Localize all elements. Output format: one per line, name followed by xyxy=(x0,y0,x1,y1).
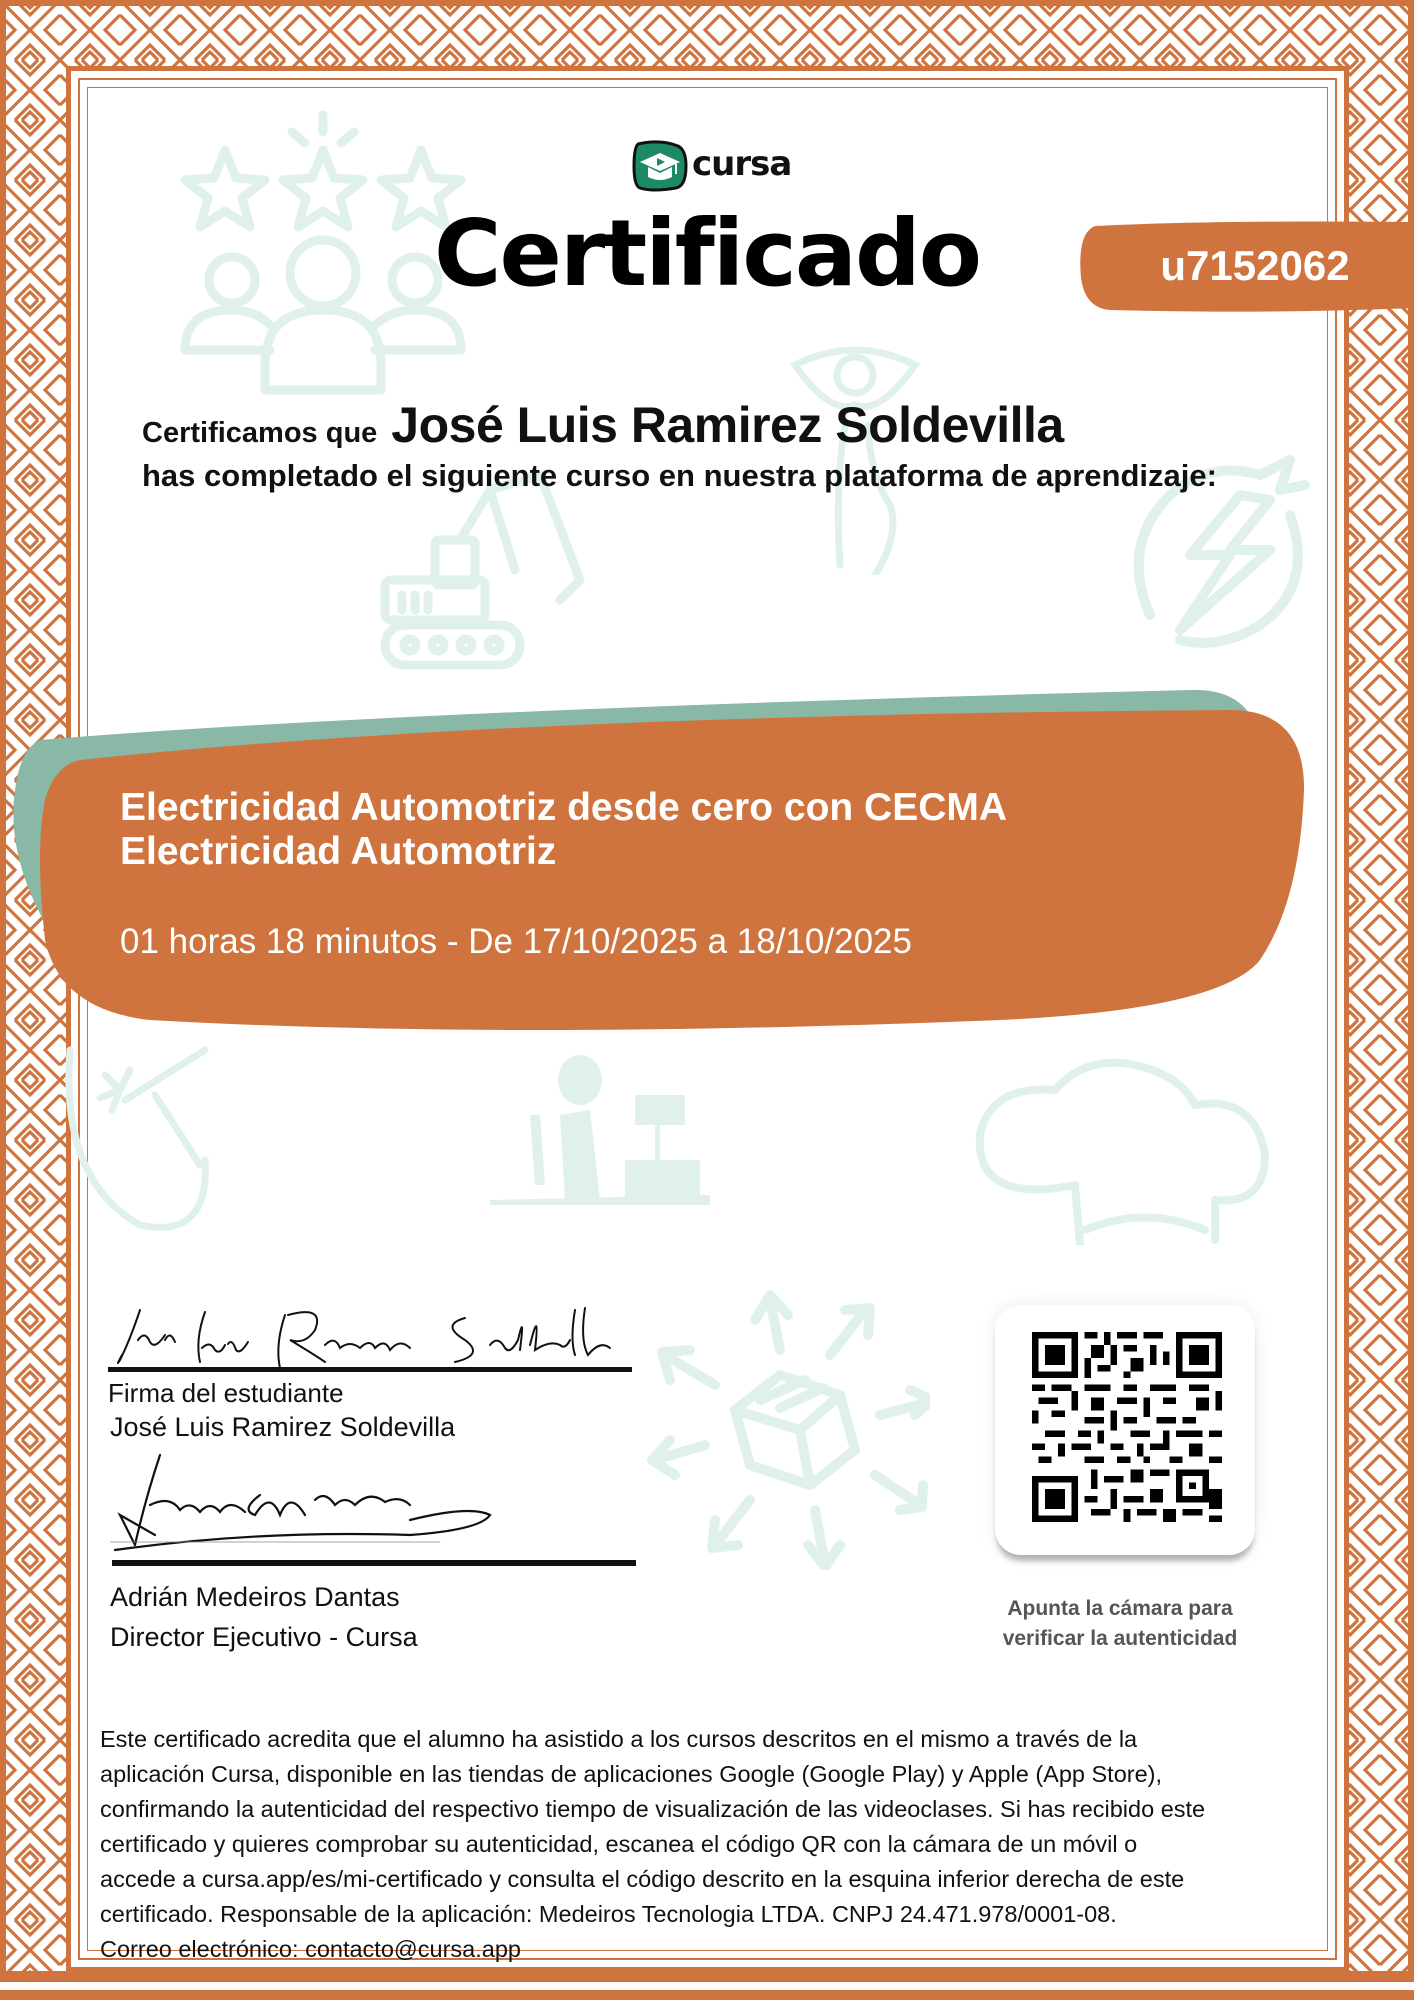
footer-line: certificado. Responsable de la aplicación: Medeiros Tecnologia LTDA. CNPJ 24.471.978/0001-08. xyxy=(100,1901,1117,1927)
student-signature xyxy=(110,1300,630,1370)
footer-line: aplicación Cursa, disponible en las tiendas de aplicaciones Google (Google Play) y Apple (App Store), xyxy=(100,1761,1163,1787)
hat-figure-icon xyxy=(790,335,920,575)
certify-line xyxy=(142,396,1064,454)
footer-line: confirmando la autenticidad del respectivo tiempo de visualización de las videoclases. Si has recibido este xyxy=(100,1796,1206,1822)
certificate-code: u7152062 xyxy=(1160,242,1350,289)
signature-line xyxy=(108,1367,632,1372)
student-name: José Luis Ramirez Soldevilla xyxy=(110,1412,456,1442)
director-name: Adrián Medeiros Dantas xyxy=(110,1582,400,1612)
footer-line: accede a cursa.app/es/mi-certificado y consulta el código descrito en la esquina inferior derecha de este xyxy=(100,1866,1185,1892)
chef-hat-icon xyxy=(965,1055,1275,1245)
excavator-icon xyxy=(380,470,590,670)
completed-statement: has completado el siguiente curso en nuestra plataforma de aprendizaje: xyxy=(142,458,1217,493)
graduation-cap-play-icon xyxy=(632,140,688,192)
box-distribution-icon xyxy=(640,1280,930,1570)
logo-text: cursa xyxy=(692,144,792,184)
certify-prefix: Certificamos que xyxy=(142,417,378,449)
student-signature-label: Firma del estudiante xyxy=(108,1378,344,1408)
signature-line xyxy=(112,1560,636,1566)
qr-caption xyxy=(980,1594,1260,1654)
director-role: Director Ejecutivo - Cursa xyxy=(110,1622,418,1652)
footer-line: certificado y quieres comprobar su autenticidad, escanea el código QR con la cámara de un móvil o xyxy=(100,1831,1138,1857)
course-title-line2: Electricidad Automotriz xyxy=(120,830,557,873)
border-band xyxy=(0,1974,1414,1982)
footer-line: Correo electrónico: contacto@cursa.app xyxy=(100,1936,521,1962)
course-duration-dates: 01 horas 18 minutos - De 17/10/2025 a 18/10/2025 xyxy=(120,922,912,961)
footer-legal-text xyxy=(100,1722,1330,1967)
qr-caption-line1: Apunta la cámara para xyxy=(1007,1597,1233,1620)
certificate-code-badge xyxy=(1075,218,1414,314)
welding-torch-icon xyxy=(60,1040,250,1240)
qr-caption-line2: verificar la autenticidad xyxy=(1002,1627,1238,1650)
border-band xyxy=(0,1990,1414,2000)
cashier-icon xyxy=(490,1055,720,1205)
cursa-logo xyxy=(632,140,791,192)
course-title-line1: Electricidad Automotriz desde cero con CECMA xyxy=(120,786,1008,829)
qr-code[interactable] xyxy=(1032,1332,1222,1522)
footer-line: Este certificado acredita que el alumno ha asistido a los cursos descritos en el mismo a través de la xyxy=(100,1726,1138,1752)
recipient-name: José Luis Ramirez Soldevilla xyxy=(391,397,1064,453)
director-signature xyxy=(110,1450,510,1560)
course-title xyxy=(120,786,1120,874)
page-title: Certificado xyxy=(433,200,981,307)
